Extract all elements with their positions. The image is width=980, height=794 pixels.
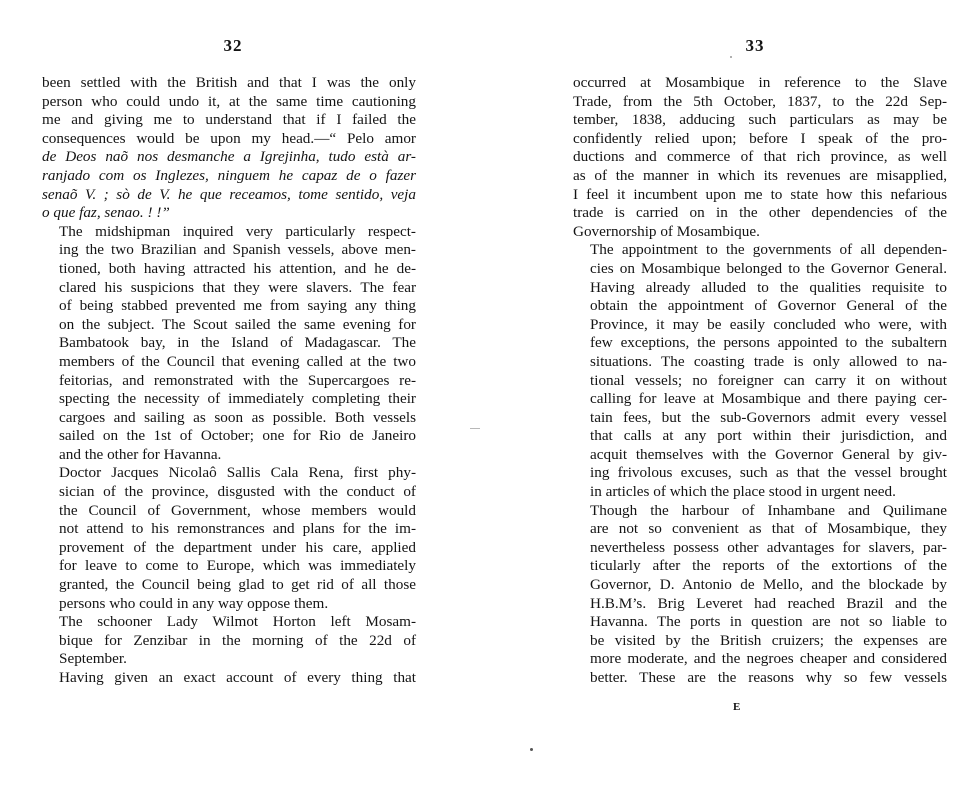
text-line: obtain the appointment of Governor General of the <box>590 297 947 315</box>
paragraph-midshipman <box>42 223 416 465</box>
text-line: ductions and commerce of that rich province, as well <box>573 148 947 166</box>
text-line: person who could undo it, at the same time cautioning <box>42 92 416 110</box>
text-line: more moderate, and the negroes cheaper and considered <box>590 650 947 668</box>
text-line: The midshipman inquired very particularly respect- <box>59 222 416 240</box>
ink-speck <box>730 56 732 58</box>
text-line: senaõ V. ; sò de V. he que receamos, tome sentido, veja <box>42 185 416 203</box>
text-line: sician of the province, disgusted with the conduct of <box>59 483 416 501</box>
text-line: Governor, D. Antonio de Mello, and the blockade by <box>590 576 947 594</box>
text-line: sailed on the 1st of October; one for Rio de Janeiro <box>59 427 416 445</box>
text-line: ing frivolous excuses, such as that the vessel brought <box>590 464 947 482</box>
text-line: ing the two Brazilian and Spanish vessels, above men- <box>59 241 416 259</box>
paragraph-doctor <box>42 464 416 613</box>
text-line: Havanna. The ports in question are not so liable to <box>590 613 947 631</box>
text-line: be visited by the British cruizers; the expenses are <box>590 631 947 649</box>
text-line: that calls at any port within their jurisdiction, and <box>590 427 947 445</box>
text-line: bique for Zenzibar in the morning of the 22d of <box>59 631 416 649</box>
text-line: The schooner Lady Wilmot Horton left Mosam- <box>59 613 416 631</box>
text-line: as of the manner in which its revenues are misapplied, <box>573 166 947 184</box>
text-line: I feel it incumbent upon me to state how this nefarious <box>573 185 947 203</box>
text-line: ticularly after the reports of the extortions of the <box>590 557 947 575</box>
text-line: The appointment to the governments of all dependen- <box>590 241 947 259</box>
text-line: trade is carried on in the other dependencies of the <box>573 204 947 222</box>
text-line: tain fees, but the sub-Governors admit every vessel <box>590 408 947 426</box>
text-line: Province, it may be easily concluded who were, with <box>590 315 947 333</box>
text-line: clared his suspicions that they were slavers. The fear <box>59 278 416 296</box>
text-line: calling for leave at Mosambique and there paying cer- <box>590 390 947 408</box>
text-line: cies on Mosambique belonged to the Governor General. <box>590 259 947 277</box>
text-line: persons who could in any way oppose them. <box>59 594 329 612</box>
text-line: members of the Council that evening called at the two <box>59 352 416 370</box>
text-line: H.B.M’s. Brig Leveret had reached Brazil and the <box>590 594 947 612</box>
text-line: Governorship of Mosambique. <box>573 222 760 240</box>
ink-speck <box>530 748 533 751</box>
text-line: the Council of Government, whose members would <box>59 501 416 519</box>
text-line: o que faz, senao. ! !” <box>42 204 170 222</box>
text-line: occurred at Mosambique in reference to the Slave <box>573 74 947 91</box>
text-line: not attend to his remonstrances and plans for the im- <box>59 520 416 538</box>
text-line: confidently relied upon; before I speak of the pro- <box>573 129 947 147</box>
text-line: and the other for Havanna. <box>59 445 222 463</box>
text-line: tember, 1838, adducing such particulars as may be <box>573 111 947 129</box>
text-line: of being stabbed prevented me from saying any thing <box>59 297 416 315</box>
text-line: Having already alluded to the qualities requisite to <box>590 278 947 296</box>
right-page-text <box>573 74 947 688</box>
text-line: de Deos naõ nos desmanche a Igrejinha, tudo està ar- <box>42 148 416 166</box>
text-line: nevertheless possess other advantages for slavers, par- <box>590 538 947 556</box>
text-line: few exceptions, the persons appointed to the subaltern <box>590 334 947 352</box>
paragraph-schooner <box>42 613 416 669</box>
text-line: are not so convenient as that of Mosambique, they <box>590 520 947 538</box>
text-line: tional vessels; no foreigner can carry it on without <box>590 371 947 389</box>
text-line: cargoes and sailing as soon as possible. Both vessels <box>59 408 416 426</box>
text-line: better. These are the reasons why so few vessels <box>590 669 947 686</box>
paragraph-continuation <box>573 74 947 241</box>
text-line: for leave to come to Europe, which was immediately <box>59 557 416 575</box>
signature-mark: E <box>733 701 742 713</box>
text-line: on the subject. The Scout sailed the same evening for <box>59 315 416 333</box>
text-line: Having given an exact account of every thing that <box>59 669 416 686</box>
text-line: feitorias, and remonstrated with the Supercargoes re- <box>59 371 416 389</box>
paragraph-letter-quote <box>42 74 416 223</box>
gutter-mark <box>470 428 480 429</box>
text-line: September. <box>59 650 127 668</box>
text-line: in articles of which the place stood in urgent need. <box>590 483 896 501</box>
paragraph-appointment <box>573 241 947 501</box>
text-line: Bambatook bay, in the Island of Madagascar. The <box>59 334 416 352</box>
right-page <box>490 0 980 794</box>
page-number-left: 32 <box>223 36 243 55</box>
text-line: specting the necessity of immediately completing their <box>59 390 416 408</box>
text-line: provement of the department under his care, applied <box>59 538 416 556</box>
text-line: granted, the Council being glad to get rid of all those <box>59 576 416 594</box>
text-line: ranjado com os Inglezes, ninguem he capaz de o fazer <box>42 166 416 184</box>
left-page-text <box>42 74 416 688</box>
text-line: Trade, from the 5th October, 1837, to the 22d Sep- <box>573 92 947 110</box>
paragraph-harbour <box>573 502 947 688</box>
text-line: acquit themselves with the Governor General by giv- <box>590 445 947 463</box>
text-line: Doctor Jacques Nicolaô Sallis Cala Rena, first phy- <box>59 464 416 482</box>
text-line: consequences would be upon my head.—“ Pelo amor <box>42 129 416 147</box>
text-line: Though the harbour of Inhambane and Quilimane <box>590 501 947 519</box>
page-number-right: 33 <box>745 36 765 55</box>
text-line: been settled with the British and that I was the only <box>42 74 416 91</box>
text-line: tioned, both having attracted his attention, and he de- <box>59 259 416 277</box>
text-line: me and giving me to understand that if I failed the <box>42 111 416 129</box>
text-line: situations. The coasting trade is only allowed to na- <box>590 352 947 370</box>
paragraph-having-given <box>42 669 416 688</box>
